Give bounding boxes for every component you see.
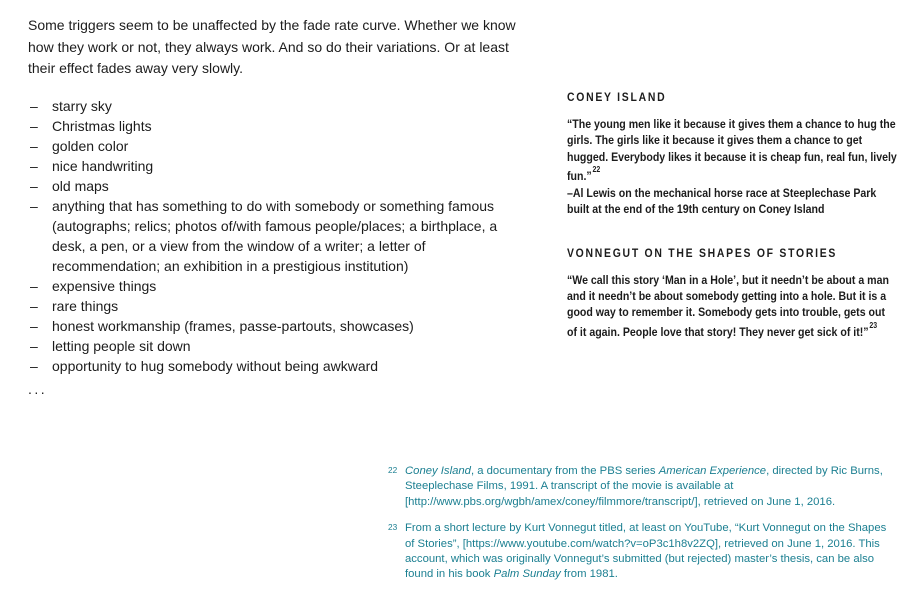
- note-heading: VONNEGUT ON THE SHAPES OF STORIES: [567, 245, 838, 260]
- intro-paragraph: Some triggers seem to be unaffected by the fade rate curve. Whether we know how they work or not, they always work. And so do their variations. Or at least their effect fades away very slowly.: [28, 17, 516, 76]
- footnote-number: 23: [388, 522, 398, 533]
- list-item-text: nice handwriting: [52, 157, 154, 174]
- note-heading: CONEY ISLAND: [567, 90, 667, 104]
- list-dash: –: [30, 177, 38, 194]
- margin-notes: [567, 90, 897, 340]
- list-item: [28, 296, 532, 316]
- note-quote-text: “We call this story ‘Man in a Hole’, but it needn’t be about a man and it needn’t be about somebody getting into a hole. But it is a good way to remember it. Somebody gets into trouble, gets out of it again. People love that story! They never get sick of it!”: [567, 272, 889, 339]
- note-quote: [567, 272, 897, 341]
- list-item-text: golden color: [52, 137, 129, 154]
- list-item: [28, 136, 532, 156]
- list-dash: –: [30, 157, 38, 174]
- list-item: [28, 196, 532, 276]
- list-item: [28, 276, 532, 296]
- note-attribution: –Al Lewis on the mechanical horse race at Steeplechase Park built at the end of the 19th century on Coney Island: [567, 185, 877, 217]
- list-item-text: anything that has something to do with somebody or something famous (autographs; relics; photos of/with famous people/places; a birthplace, a desk, a pen, or a view from the window of a writer; a letter of recommendation; an exhibition in a prestigious institution): [52, 197, 498, 274]
- list-item-text: rare things: [52, 297, 119, 314]
- footnote-text: From a short lecture by Kurt Vonnegut titled, at least on YouTube, “Kurt Vonnegut on the Shapes of Stories”, [https://www.youtube.com/watch?v=oP3c1h8v2ZQ], retrieved on June 1, 2016. This account, which was originally Vonnegut’s submitted (but rejected) master’s thesis, can be also found in his book Palm Sunday from 1981.: [405, 522, 887, 581]
- footnote-text: Coney Island, a documentary from the PBS series American Experience, directed by Ric Burns, Steeplechase Films, 1991. A transcript of the movie is available at [http://www.pbs.org/wgbh/amex/coney/filmmore/transcript/], retrieved on June 1, 2016.: [405, 465, 883, 508]
- coney-island-note: [567, 90, 897, 218]
- list-dash: –: [30, 197, 38, 214]
- list-item-text: honest workmanship (frames, passe-partouts, showcases): [52, 317, 414, 334]
- list-dash: –: [30, 117, 38, 134]
- list-dash: –: [30, 137, 38, 154]
- ellipsis: ...: [28, 380, 48, 397]
- note-quote-text: “The young men like it because it gives them a chance to hug the girls. The girls like it because it gives them a chance to get hugged. Everybody likes it because it is cheap fun, real fun, lively fun.”: [567, 117, 897, 184]
- trigger-list: [28, 96, 532, 376]
- list-item-text: starry sky: [52, 97, 112, 114]
- list-dash: –: [30, 357, 38, 374]
- list-item: [28, 116, 532, 136]
- footnote-23: [388, 521, 894, 583]
- vonnegut-note: [567, 246, 897, 341]
- list-item-text: old maps: [52, 177, 109, 194]
- main-column: [28, 15, 532, 397]
- list-item-text: expensive things: [52, 277, 157, 294]
- list-dash: –: [30, 97, 38, 114]
- list-item-text: opportunity to hug somebody without being awkward: [52, 357, 379, 374]
- list-item: [28, 316, 532, 336]
- list-item: [28, 336, 532, 356]
- footnote-ref-23: 23: [869, 320, 878, 330]
- list-item: [28, 356, 532, 376]
- list-dash: –: [30, 317, 38, 334]
- footnote-22: [388, 464, 894, 510]
- list-dash: –: [30, 337, 38, 354]
- footnote-number: 22: [388, 465, 398, 475]
- footnote-ref-22: 22: [592, 165, 601, 175]
- list-item-text: Christmas lights: [52, 117, 152, 134]
- footnotes: [388, 464, 894, 594]
- list-item: [28, 156, 532, 176]
- list-dash: –: [30, 297, 38, 314]
- list-item: [28, 176, 532, 196]
- list-item: [28, 96, 532, 116]
- list-item-text: letting people sit down: [52, 337, 191, 354]
- list-dash: –: [30, 277, 38, 294]
- note-quote: [567, 116, 897, 185]
- margin-notes-inner: [567, 90, 897, 340]
